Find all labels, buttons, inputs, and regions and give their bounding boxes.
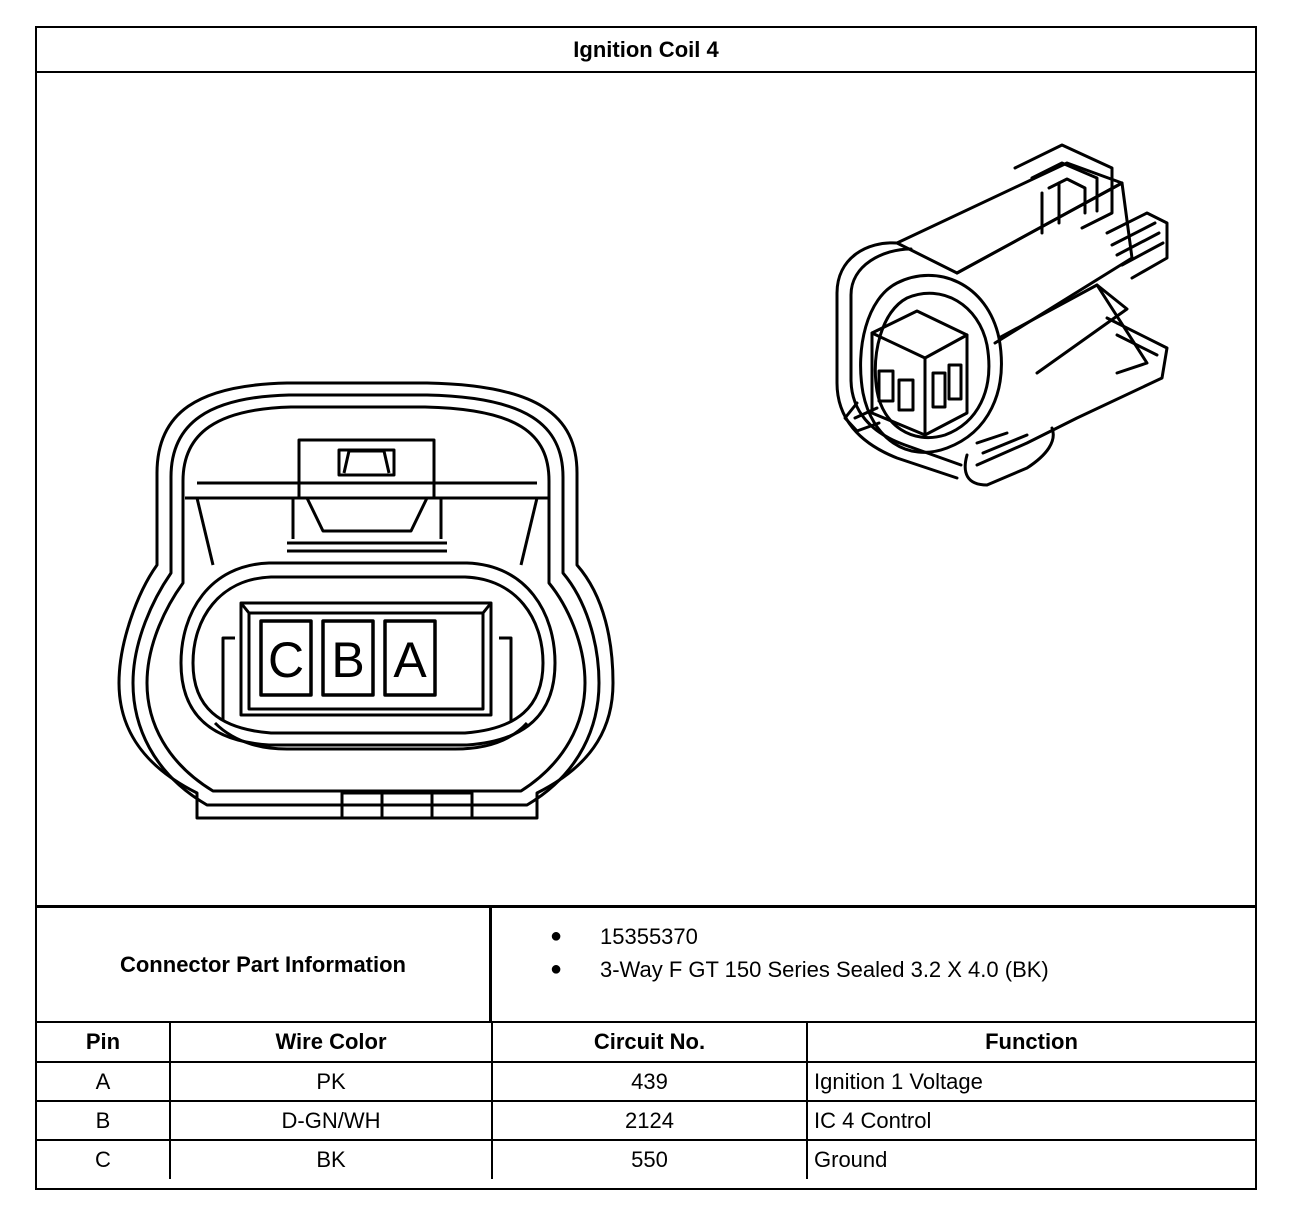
table-row xyxy=(37,1062,1255,1101)
cavity-label-c: C xyxy=(267,632,305,688)
connector-isometric-view xyxy=(837,145,1167,485)
pin-cell: A xyxy=(37,1062,170,1101)
part-info-item xyxy=(492,953,1255,986)
part-info-list xyxy=(492,908,1255,1033)
pin-table xyxy=(37,1023,1255,1179)
cavity-label-b: B xyxy=(331,632,365,688)
header-function: Function xyxy=(807,1023,1255,1062)
connector-illustrations xyxy=(37,73,1255,905)
table-row xyxy=(37,1140,1255,1179)
connector-sheet xyxy=(35,26,1257,1190)
circuit-cell: 439 xyxy=(492,1062,807,1101)
header-circuit-no: Circuit No. xyxy=(492,1023,807,1062)
bullet-icon: ● xyxy=(550,925,563,947)
part-info-label: Connector Part Information xyxy=(37,908,492,1021)
circuit-cell: 550 xyxy=(492,1140,807,1179)
page-title: Ignition Coil 4 xyxy=(37,28,1255,73)
connector-face-view xyxy=(119,383,613,818)
bullet-icon: ● xyxy=(550,958,563,980)
function-cell: Ground xyxy=(807,1140,1255,1179)
cavity-label-a: A xyxy=(393,632,427,688)
pin-table-header xyxy=(37,1023,1255,1062)
circuit-cell: 2124 xyxy=(492,1101,807,1140)
wire-color-cell: BK xyxy=(170,1140,492,1179)
table-row xyxy=(37,1101,1255,1140)
part-number: 15355370 xyxy=(600,924,698,949)
wire-color-cell: PK xyxy=(170,1062,492,1101)
connector-part-information xyxy=(37,905,1255,1023)
function-cell: IC 4 Control xyxy=(807,1101,1255,1140)
function-cell: Ignition 1 Voltage xyxy=(807,1062,1255,1101)
connector-drawing-area xyxy=(37,73,1255,905)
wire-color-cell: D-GN/WH xyxy=(170,1101,492,1140)
pin-cell: C xyxy=(37,1140,170,1179)
cavity-labels xyxy=(268,632,427,688)
header-wire-color: Wire Color xyxy=(170,1023,492,1062)
part-description: 3-Way F GT 150 Series Sealed 3.2 X 4.0 (BK) xyxy=(600,957,1049,982)
pin-cell: B xyxy=(37,1101,170,1140)
header-pin: Pin xyxy=(37,1023,170,1062)
part-info-item xyxy=(492,920,1255,953)
